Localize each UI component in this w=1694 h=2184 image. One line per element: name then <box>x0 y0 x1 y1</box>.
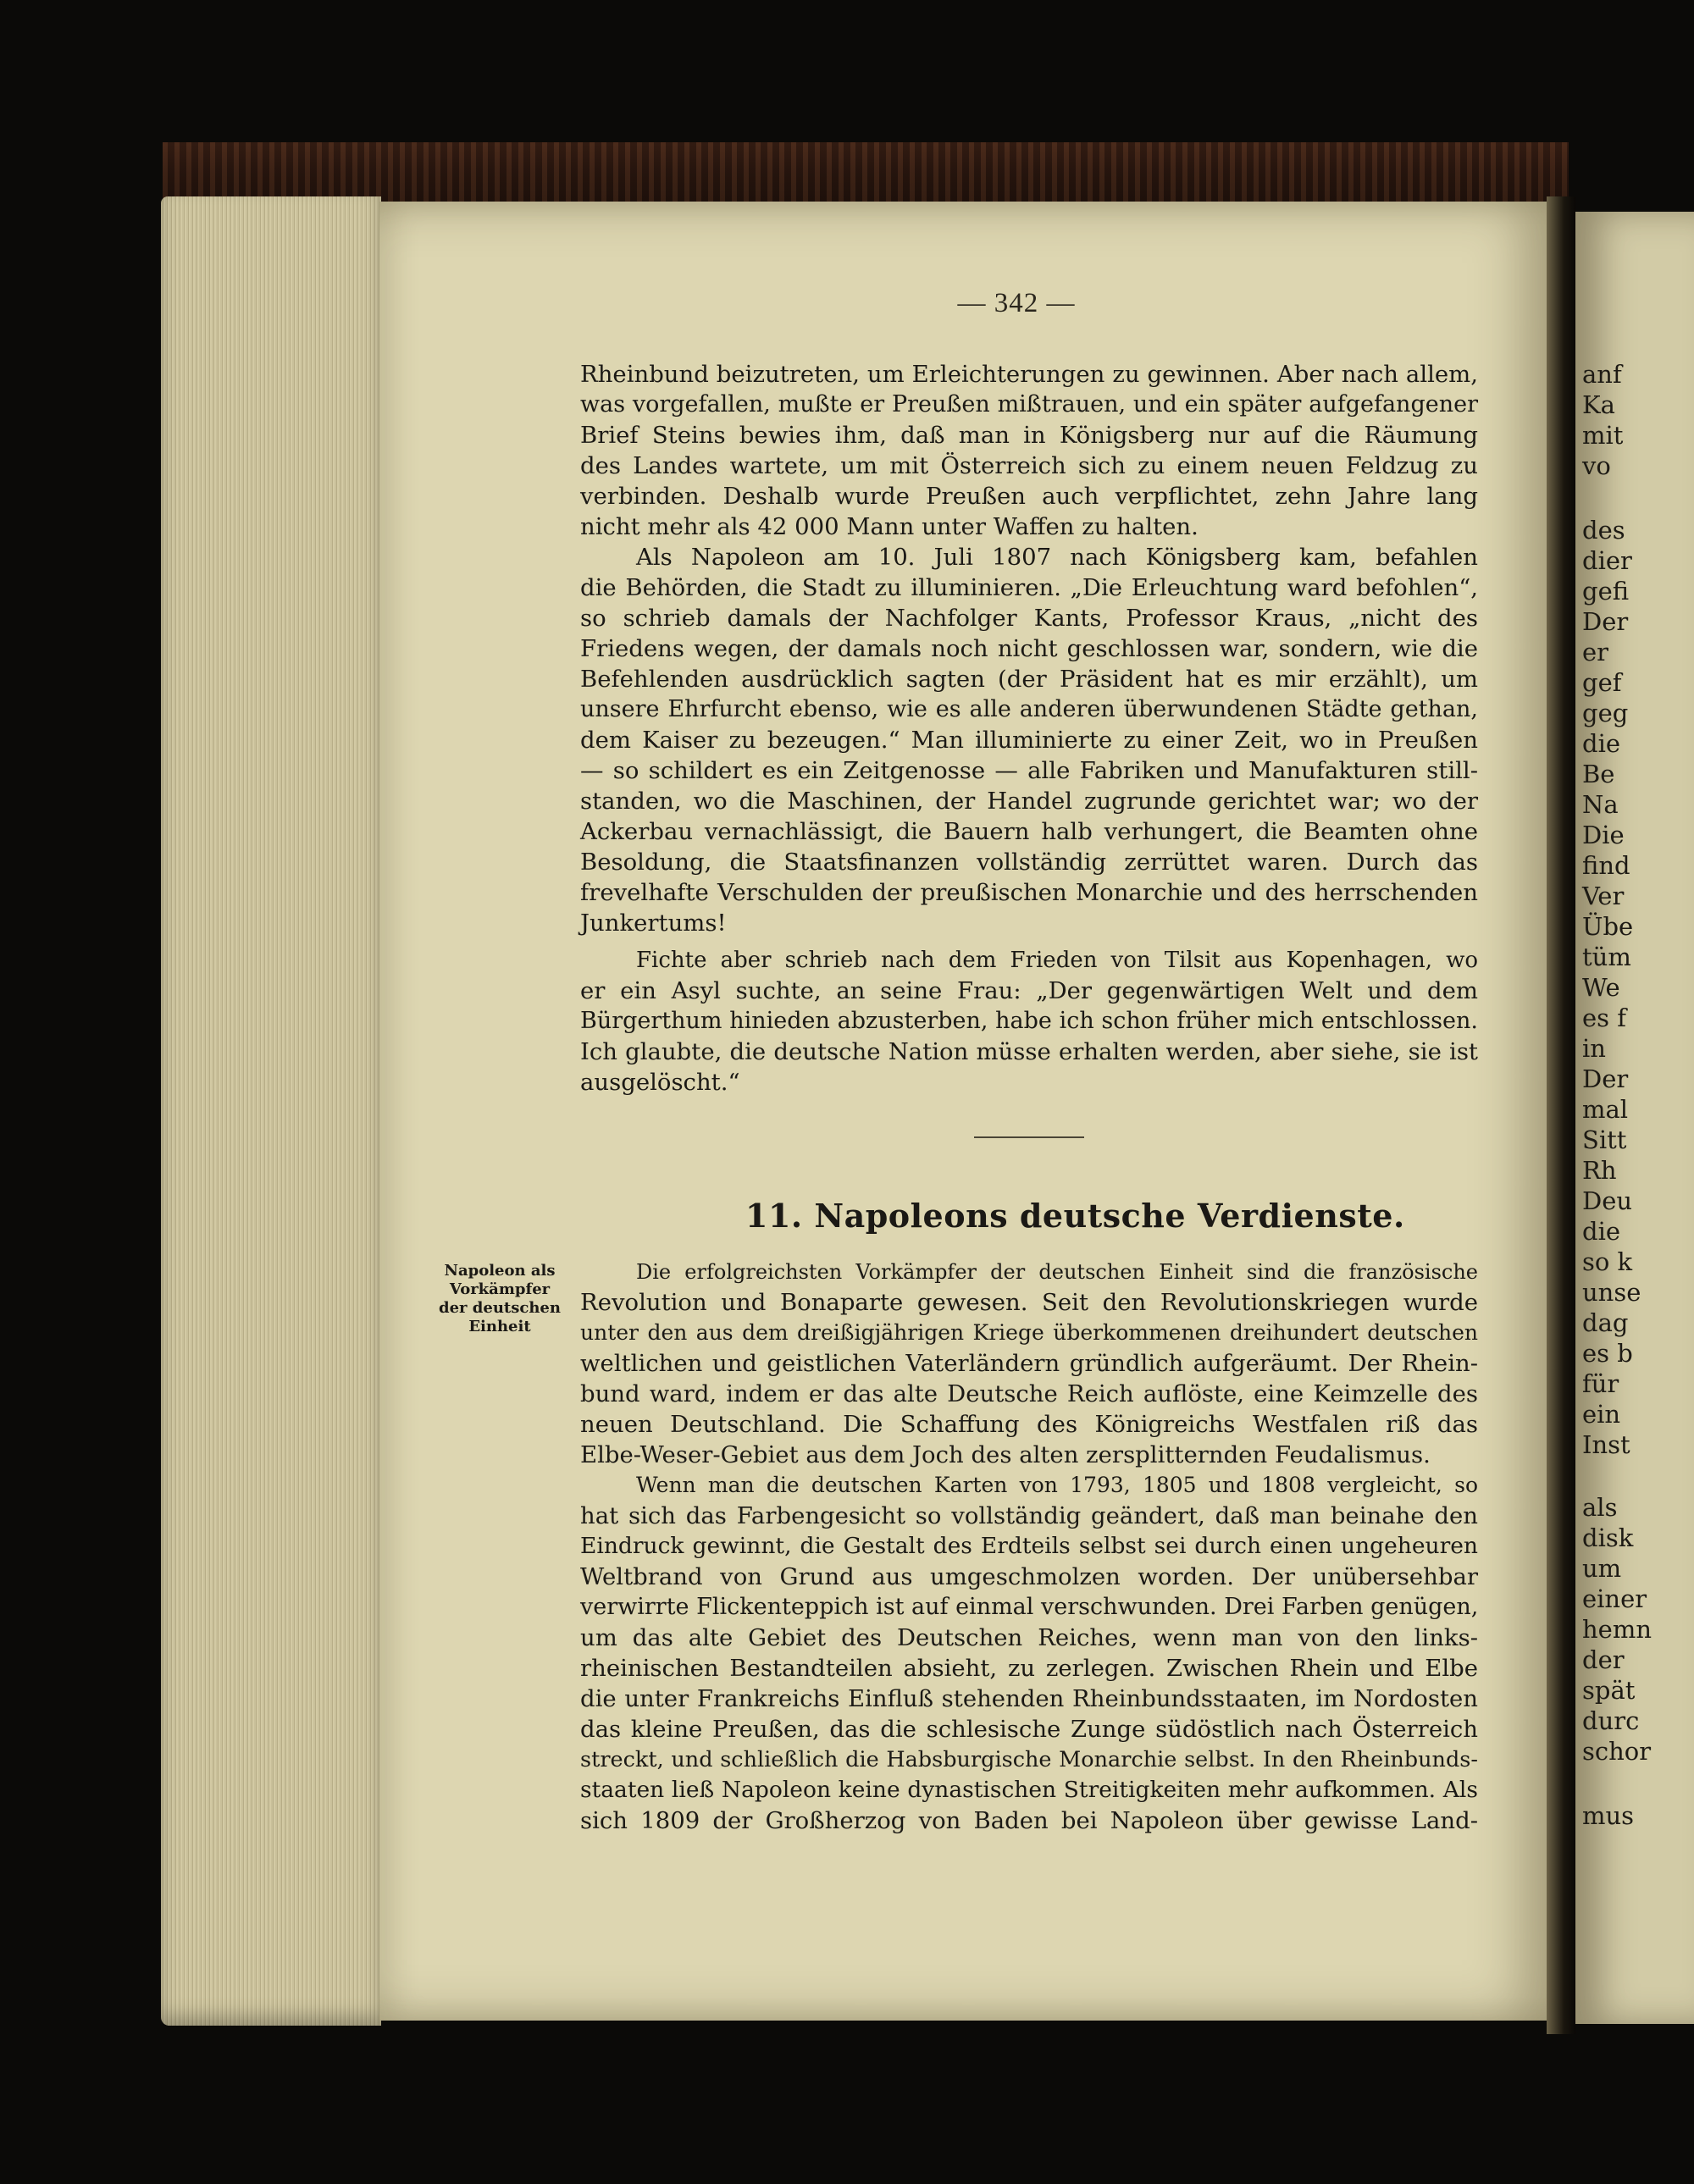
text-line: verbinden. Deshalb wurde Preußen auch verpflichtet, zehn Jahre lang <box>580 483 1478 510</box>
text-line: was vorgefallen, mußte er Preußen mißtrauen, und ein später aufgefangener <box>580 391 1478 417</box>
facing-fragment: in <box>1582 1034 1606 1063</box>
facing-fragment: um <box>1582 1554 1622 1583</box>
book-gutter <box>1547 196 1575 2034</box>
text-line: dem Kaiser zu bezeugen.“ Man illuminierte zu einer Zeit, wo in Preußen <box>580 727 1478 754</box>
text-line: Ich glaubte, die deutsche Nation müsse erhalten werden, aber siehe, sie ist <box>580 1038 1478 1065</box>
text-line: Friedens wegen, der damals noch nicht geschlossen war, sondern, wie die <box>580 635 1478 662</box>
facing-fragment: des <box>1582 516 1625 545</box>
text-line: des Landes wartete, um mit Österreich sich zu einem neuen Feldzug zu <box>580 452 1478 479</box>
text-line: rheinischen Bestandteilen absieht, zu zerlegen. Zwischen Rhein und Elbe <box>580 1655 1478 1682</box>
text-line: Elbe-Weser-Gebiet aus dem Joch des alten zersplitternden Feudalismus. <box>580 1441 1431 1468</box>
facing-fragment: Ver <box>1582 882 1625 910</box>
section-divider <box>974 1136 1084 1138</box>
facing-fragment: Rh <box>1582 1156 1617 1185</box>
text-line: Als Napoleon am 10. Juli 1807 nach Königsberg kam, befahlen <box>636 544 1478 571</box>
facing-fragment: mit <box>1582 421 1624 450</box>
facing-fragment: Be <box>1582 760 1615 788</box>
paragraph-5 <box>580 1470 1478 1836</box>
text-line: unsere Ehrfurcht ebenso, wie es alle anderen überwundenen Städte gethan, <box>580 696 1478 722</box>
facing-fragment: die <box>1582 1217 1621 1246</box>
facing-fragment: Deu <box>1582 1186 1633 1215</box>
text-line: staaten ließ Napoleon keine dynastischen Streitigkeiten mehr aufkommen. Als <box>580 1777 1478 1803</box>
facing-fragment: es f <box>1582 1004 1626 1032</box>
page-number: — 342 — <box>957 288 1076 318</box>
paragraph-3 <box>580 945 1478 1098</box>
facing-fragment: so k <box>1582 1247 1633 1276</box>
facing-page <box>1575 212 1694 2024</box>
facing-fragment: geg <box>1582 699 1629 727</box>
facing-fragment: Sitt <box>1582 1125 1627 1154</box>
text-line: Besoldung, die Staatsfinanzen vollständig zerrüttet waren. Durch das <box>580 849 1478 876</box>
page-block-edges <box>161 196 381 2026</box>
text-line: so schrieb damals der Nachfolger Kants, Professor Kraus, „nicht des <box>580 605 1478 632</box>
facing-fragment: es b <box>1582 1339 1633 1368</box>
text-line: — so schildert es ein Zeitgenosse — alle Fabriken und Manufakturen still- <box>580 757 1478 784</box>
facing-fragment: dag <box>1582 1308 1629 1337</box>
paragraph-1 <box>580 359 1478 542</box>
margin-note-line: Vorkämpfer <box>449 1280 551 1298</box>
text-line: sich 1809 der Großherzog von Baden bei Napoleon über gewisse Land- <box>580 1807 1478 1834</box>
facing-fragment: Na <box>1582 790 1619 819</box>
facing-fragment: die <box>1582 729 1621 758</box>
facing-fragment: der <box>1582 1645 1625 1674</box>
paragraph-2 <box>580 542 1478 938</box>
text-line: ausgelöscht.“ <box>580 1069 740 1096</box>
text-line: Brief Steins bewies ihm, daß man in Königsberg nur auf die Räumung <box>580 422 1478 449</box>
facing-fragment: Übe <box>1582 912 1634 941</box>
text-line: Wenn man die deutschen Karten von 1793, 1805 und 1808 vergleicht, so <box>636 1473 1478 1497</box>
text-line: Ackerbau vernachlässigt, die Bauern halb verhungert, die Beamten ohne <box>580 818 1478 845</box>
text-line: verwirrte Flickenteppich ist auf einmal verschwunden. Drei Farben genügen, <box>580 1594 1479 1620</box>
paragraph-4 <box>580 1257 1478 1470</box>
section-heading: 11. Napoleons deutsche Verdienste. <box>745 1197 1405 1235</box>
facing-fragment: mus <box>1582 1801 1635 1830</box>
facing-fragment: dier <box>1582 546 1632 575</box>
facing-fragment: Die <box>1582 821 1625 849</box>
facing-fragment: find <box>1582 851 1630 880</box>
text-line: die unter Frankreichs Einfluß stehenden Rheinbundsstaaten, im Nordosten <box>580 1685 1478 1712</box>
facing-fragment: er <box>1582 638 1609 666</box>
text-line: nicht mehr als 42 000 Mann unter Waffen zu halten. <box>580 513 1199 540</box>
text-line: streckt, und schließlich die Habsburgische Monarchie selbst. In den Rheinbunds- <box>580 1747 1478 1772</box>
text-line: Die erfolgreichsten Vorkämpfer der deutschen Einheit sind die französische <box>636 1260 1478 1284</box>
facing-fragment: Inst <box>1582 1430 1630 1459</box>
text-line: Befehlenden ausdrücklich sagten (der Präsident hat es mir erzählt), um <box>580 666 1478 693</box>
text-line: neuen Deutschland. Die Schaffung des Königreichs Westfalen riß das <box>580 1411 1478 1438</box>
text-line: Revolution und Bonaparte gewesen. Seit den Revolutionskriegen wurde <box>580 1289 1478 1316</box>
facing-fragment: Ka <box>1582 390 1615 419</box>
text-line: standen, wo die Maschinen, der Handel zugrunde gerichtet war; wo der <box>580 788 1478 815</box>
facing-fragment: durc <box>1582 1706 1640 1735</box>
facing-fragment: einer <box>1582 1584 1647 1613</box>
text-line: Junkertums! <box>580 910 727 937</box>
text-line: frevelhafte Verschulden der preußischen Monarchie und des herrschenden <box>580 879 1478 906</box>
facing-fragment: anf <box>1582 360 1622 389</box>
margin-note-line: Einheit <box>468 1318 531 1335</box>
margin-note <box>428 1262 572 1336</box>
facing-fragment: als <box>1582 1493 1618 1522</box>
facing-fragment: für <box>1582 1369 1619 1398</box>
text-line: er ein Asyl suchte, an seine Frau: „Der gegenwärtigen Welt und dem <box>580 977 1478 1004</box>
facing-fragment: schor <box>1582 1737 1652 1766</box>
text-line: Fichte aber schrieb nach dem Frieden von Tilsit aus Kopenhagen, wo <box>636 948 1478 973</box>
facing-fragment: gef <box>1582 668 1622 697</box>
text-line: Weltbrand von Grund aus umgeschmolzen worden. Der unübersehbar <box>580 1563 1478 1590</box>
facing-fragment: hemn <box>1582 1615 1652 1644</box>
facing-fragment: tüm <box>1582 943 1631 971</box>
facing-fragment: vo <box>1582 451 1611 480</box>
facing-fragment: ein <box>1582 1400 1621 1429</box>
text-line: Rheinbund beizutreten, um Erleichterungen zu gewinnen. Aber nach allem, <box>580 361 1478 388</box>
facing-fragment: disk <box>1582 1523 1634 1552</box>
facing-fragment: unse <box>1582 1278 1641 1307</box>
text-line: das kleine Preußen, das die schlesische Zunge südöstlich nach Österreich <box>580 1716 1478 1743</box>
facing-fragment: gefi <box>1582 577 1630 605</box>
text-line: hat sich das Farbengesicht so vollständig geändert, daß man beinahe den <box>580 1502 1478 1529</box>
text-line: um das alte Gebiet des Deutschen Reiches, wenn man von den links- <box>580 1624 1478 1651</box>
text-line: bund ward, indem er das alte Deutsche Reich auflöste, eine Keimzelle des <box>580 1380 1478 1407</box>
margin-note-line: Napoleon als <box>444 1262 556 1280</box>
text-line: weltlichen und geistlichen Vaterländern gründlich aufgeräumt. Der Rhein- <box>580 1350 1478 1377</box>
facing-fragment: Der <box>1582 607 1629 636</box>
facing-fragment: Der <box>1582 1064 1629 1093</box>
text-line: unter den aus dem dreißigjährigen Kriege überkommenen dreihundert deutschen <box>580 1320 1478 1345</box>
facing-fragment: spät <box>1582 1676 1636 1705</box>
text-line: Bürgerthum hinieden abzusterben, habe ich schon früher mich entschlossen. <box>580 1008 1478 1034</box>
facing-fragment: mal <box>1582 1095 1629 1124</box>
text-line: die Behörden, die Stadt zu illuminieren. „Die Erleuchtung ward befohlen“, <box>580 574 1478 601</box>
margin-note-line: der deutschen <box>439 1299 561 1317</box>
facing-fragment: We <box>1582 973 1620 1002</box>
text-line: Eindruck gewinnt, die Gestalt des Erdteils selbst sei durch einen ungeheuren <box>580 1533 1478 1559</box>
